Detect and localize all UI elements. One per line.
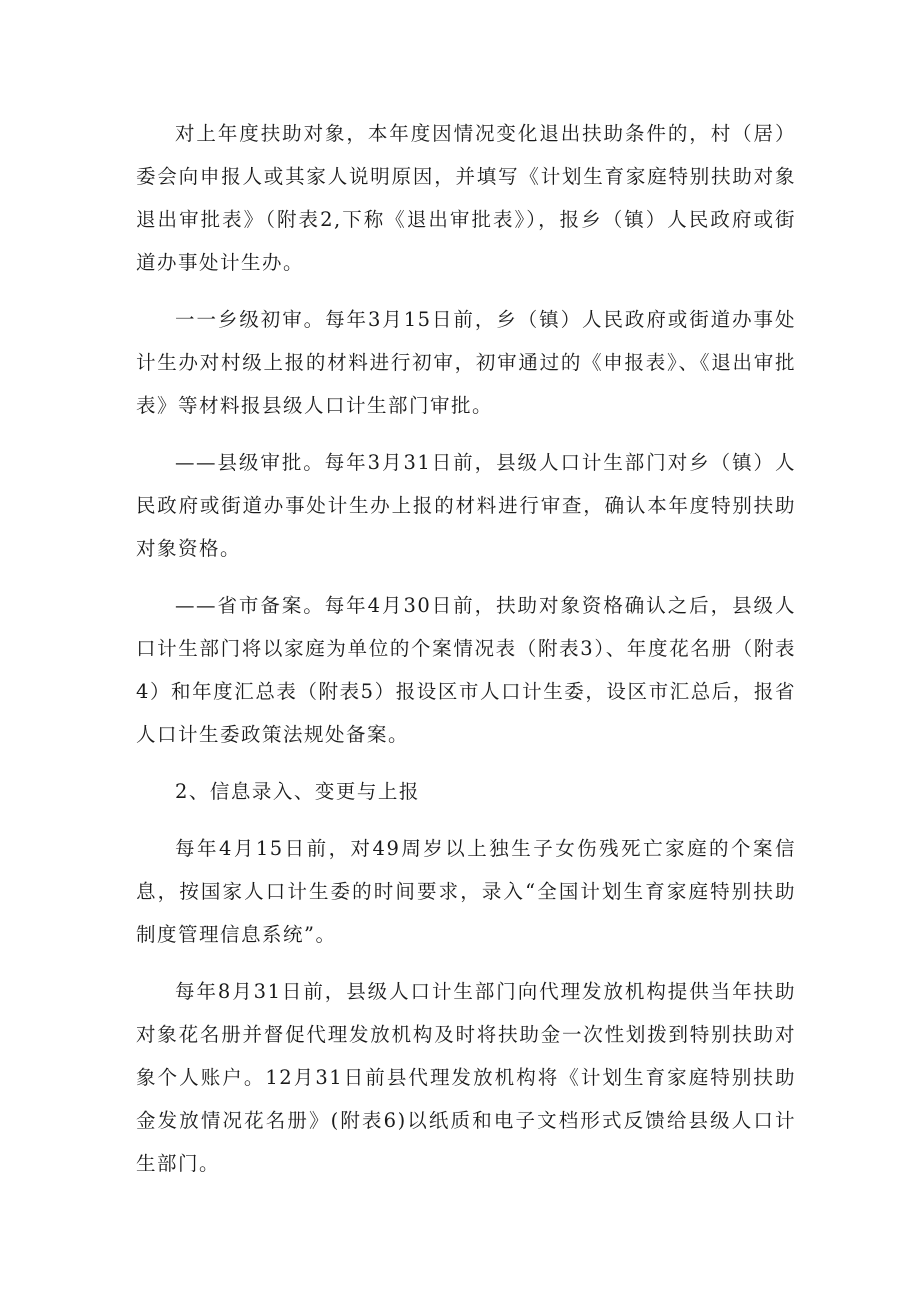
- paragraph-info-entry: 每年4月15日前，对49周岁以上独生子女伤残死亡家庭的个案信息，按国家人口计生委的时间要求，录入“全国计划生育家庭特别扶助制度管理信息系统”。: [136, 837, 796, 946]
- paragraph-township-review: 一一乡级初审。每年3月15日前，乡（镇）人民政府或街道办事处计生办对村级上报的材料进行初审，初审通过的《申报表》、《退出审批表》等材料报县级人口计生部门审批。: [136, 308, 796, 417]
- paragraph-exit-conditions: 对上年度扶助对象，本年度因情况变化退出扶助条件的，村（居）委会向申报人或其家人说明原因，并填写《计划生育家庭特别扶助对象退出审批表》（附表2,下称《退出审批表》），报乡（镇）人民政府或街道办事处计生办。: [136, 122, 796, 274]
- paragraph-fund-disbursement: 每年8月31日前，县级人口计生部门向代理发放机构提供当年扶助对象花名册并督促代理发放机构及时将扶助金一次性划拨到特别扶助对象个人账户。12月31日前县代理发放机构将《计划生育家庭特别扶助金发放情况花名册》(附表6)以纸质和电子文档形式反馈给县级人口计生部门。: [136, 980, 796, 1175]
- document-page: [136, 112, 796, 1199]
- section-heading-info-entry: 2、信息录入、变更与上报: [175, 780, 420, 803]
- paragraph-provincial-filing: ——省市备案。每年4月30日前，扶助对象资格确认之后，县级人口计生部门将以家庭为单位的个案情况表（附表3）、年度花名册（附表4）和年度汇总表（附表5）报设区市人口计生委，设区市汇总后，报省人口计生委政策法规处备案。: [136, 594, 796, 746]
- paragraph-county-approval: ——县级审批。每年3月31日前，县级人口计生部门对乡（镇）人民政府或街道办事处计生办上报的材料进行审查，确认本年度特别扶助对象资格。: [136, 451, 796, 560]
